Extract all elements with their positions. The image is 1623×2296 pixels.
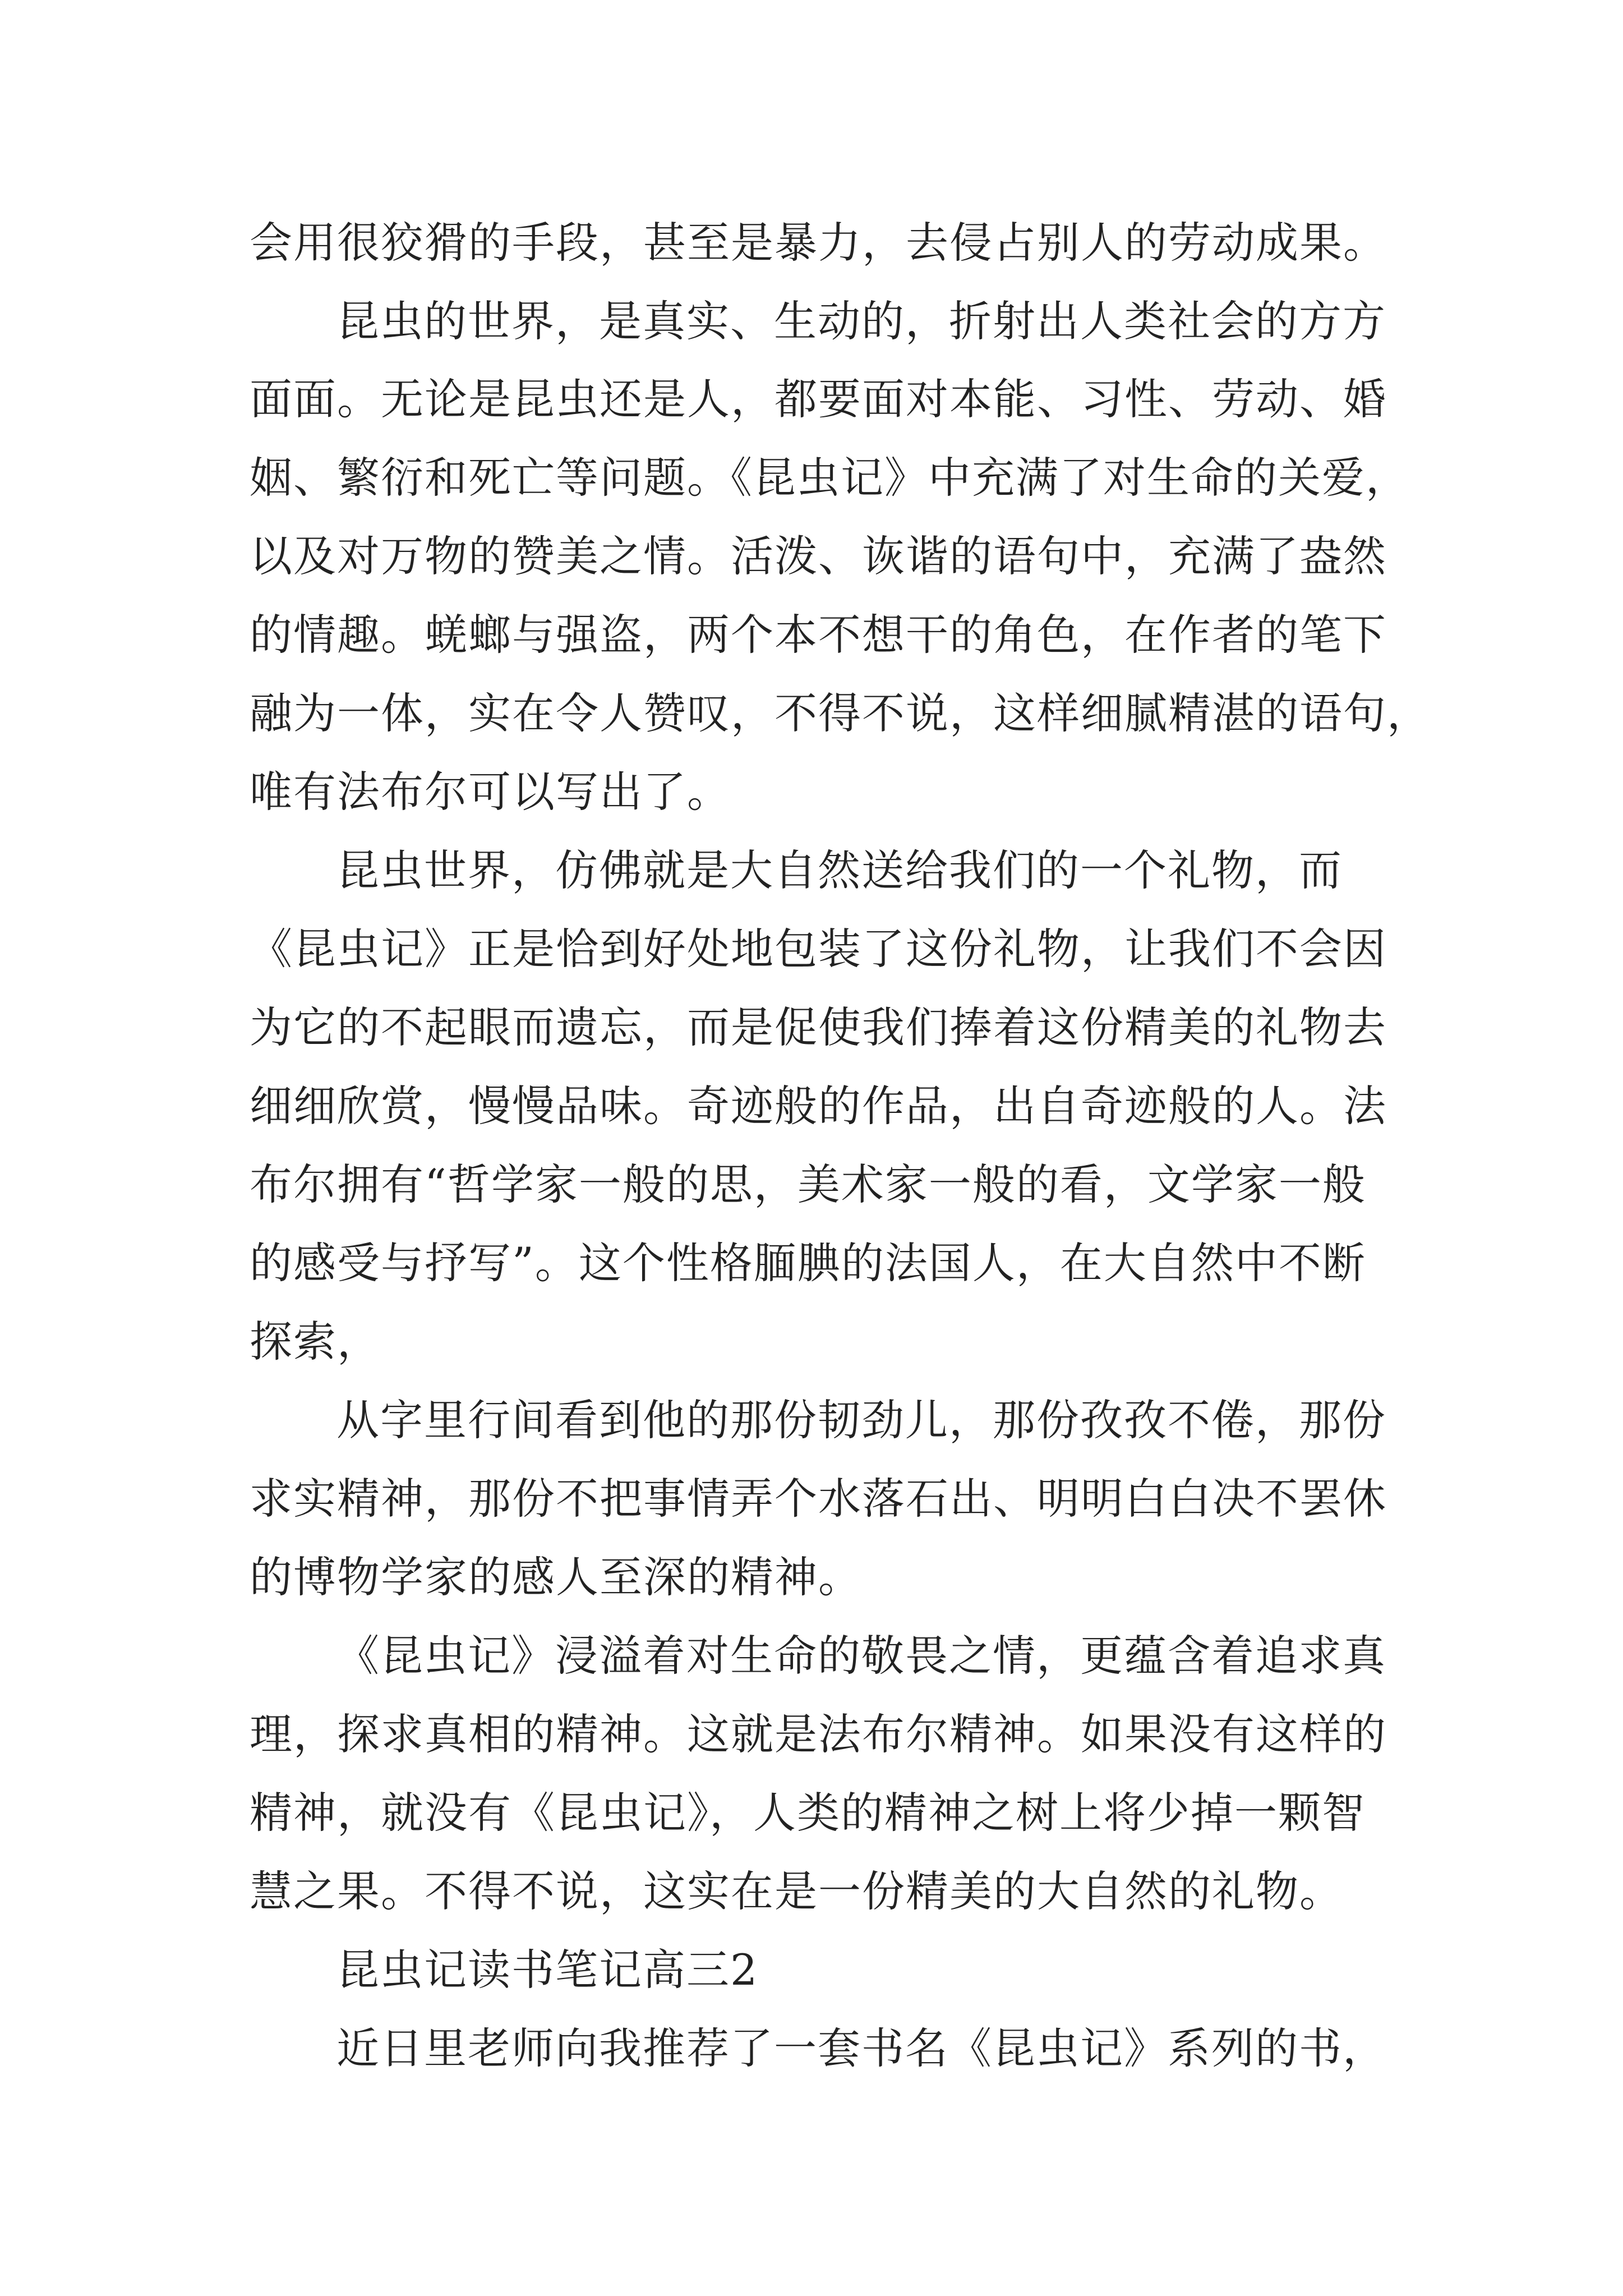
text-line: 《昆虫记》浸溢着对生命的敬畏之情，更蕴含着追求真 (336, 1631, 1386, 1681)
text-line: 唯有法布尔可以写出了。 (250, 767, 731, 817)
text-line: 为它的不起眼而遗忘，而是促使我们捧着这份精美的礼物去 (250, 1002, 1387, 1052)
text-line: 慧之果。不得不说，这实在是一份精美的大自然的礼物。 (250, 1866, 1343, 1916)
text-line: 昆虫的世界，是真实、生动的，折射出人类社会的方方 (336, 296, 1386, 346)
text-line: 近日里老师向我推荐了一套书名《昆虫记》系列的书， (336, 2023, 1386, 2073)
text-line: 的情趣。蜣螂与强盗，两个本不想干的角色，在作者的笔下 (250, 610, 1387, 660)
text-line: 的感受与抒写”。这个性格腼腆的法国人，在大自然中不断 (250, 1238, 1366, 1288)
text-line: 《昆虫记》正是恰到好处地包装了这份礼物，让我们不会因 (250, 924, 1387, 974)
text-line: 姻、繁衍和死亡等问题。《昆虫记》中充满了对生命的关爱， (250, 453, 1409, 503)
text-line: 面面。无论是昆虫还是人，都要面对本能、习性、劳动、婚 (250, 374, 1387, 424)
text-line: 布尔拥有“哲学家一般的思，美术家一般的看，文学家一般 (250, 1159, 1366, 1209)
text-line: 理，探求真相的精神。这就是法布尔精神。如果没有这样的 (250, 1709, 1387, 1759)
text-line: 昆虫世界，仿佛就是大自然送给我们的一个礼物，而 (336, 845, 1343, 895)
text-line: 以及对万物的赞美之情。活泼、诙谐的语句中，充满了盎然 (250, 531, 1387, 581)
text-line: 精神，就没有《昆虫记》，人类的精神之树上将少掉一颗智 (250, 1788, 1366, 1838)
text-line: 会用很狡猾的手段，甚至是暴力，去侵占别人的劳动成果。 (250, 218, 1387, 268)
section-heading: 昆虫记读书笔记高三2 (336, 1945, 759, 1995)
text-line: 融为一体，实在令人赞叹，不得不说，这样细腻精湛的语句， (250, 688, 1431, 738)
text-line: 从字里行间看到他的那份韧劲儿，那份孜孜不倦，那份 (336, 1395, 1386, 1445)
text-line: 探索， (250, 1317, 381, 1366)
text-line: 细细欣赏，慢慢品味。奇迹般的作品，出自奇迹般的人。法 (250, 1081, 1387, 1131)
text-line: 求实精神，那份不把事情弄个水落石出、明明白白决不罢休 (250, 1474, 1387, 1524)
text-line: 的博物学家的感人至深的精神。 (250, 1552, 862, 1602)
